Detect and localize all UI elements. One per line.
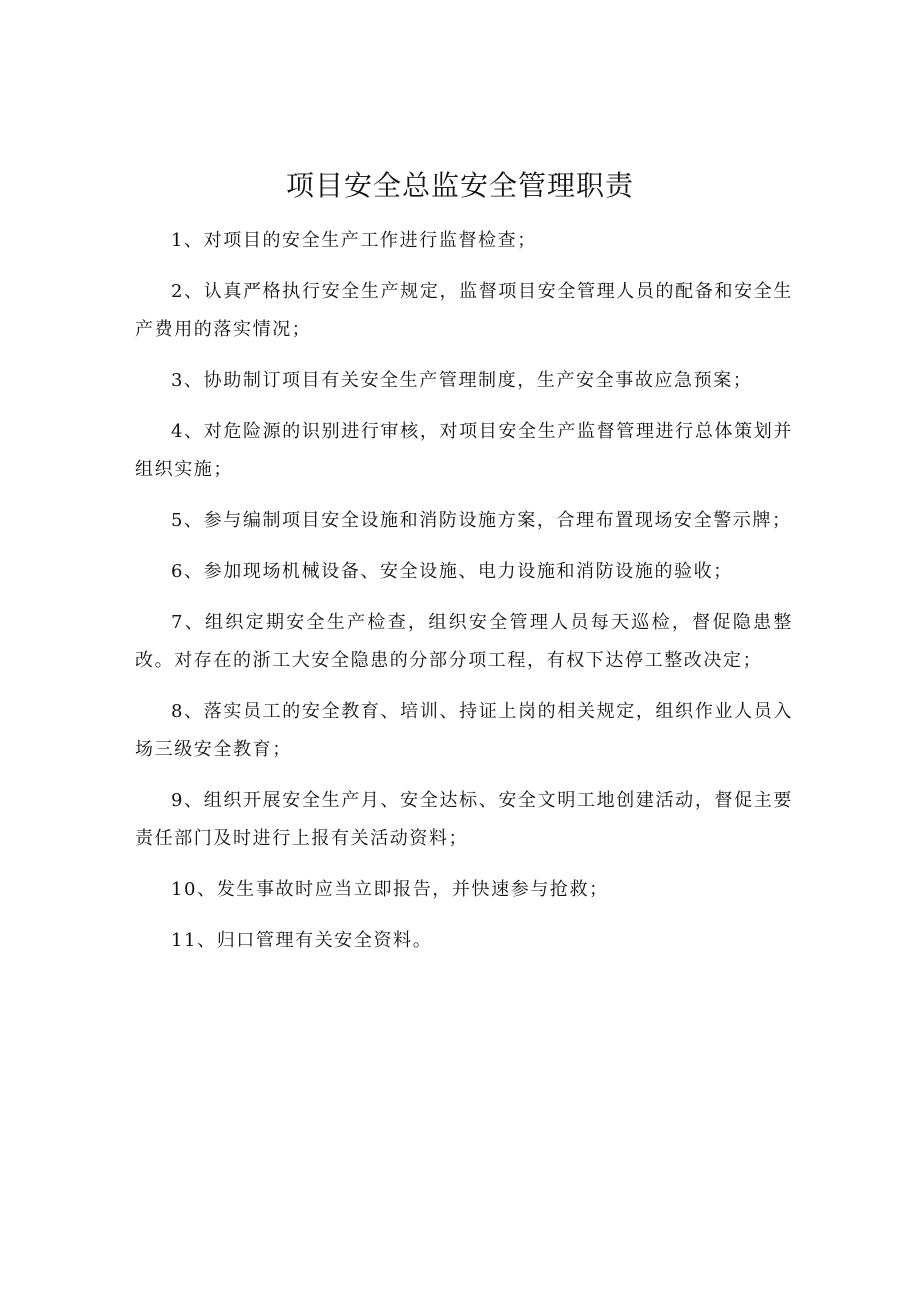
duty-item-3: 3、协助制订项目有关安全生产管理制度，生产安全事故应急预案；	[171, 370, 753, 391]
duty-item-4: 4、对危险源的识别进行审核，对项目安全生产监督管理进行总体策划并组织实施；	[135, 421, 793, 480]
duty-item-10: 10、发生事故时应当立即报告，并快速参与抢救；	[171, 879, 609, 900]
duty-item-9: 9、组织开展安全生产月、安全达标、安全文明工地创建活动，督促主要责任部门及时进行上报有关活动资料；	[135, 790, 793, 849]
duty-item-7: 7、组织定期安全生产检查，组织安全管理人员每天巡检，督促隐患整改。对存在的浙工大安全隐患的分部分项工程，有权下达停工整改决定；	[135, 612, 793, 671]
duty-item-11: 11、归口管理有关安全资料。	[171, 930, 433, 951]
duty-item-5: 5、参与编制项目安全设施和消防设施方案，合理布置现场安全警示牌；	[171, 510, 792, 531]
duty-item-2: 2、认真严格执行安全生产规定，监督项目安全管理人员的配备和安全生产费用的落实情况；	[135, 281, 793, 340]
duty-list	[135, 222, 793, 973]
duty-item-8: 8、落实员工的安全教育、培训、持证上岗的相关规定，组织作业人员入场三级安全教育；	[135, 701, 793, 760]
duty-item-6: 6、参加现场机械设备、安全设施、电力设施和消防设施的验收；	[171, 561, 733, 582]
duty-item-1: 1、对项目的安全生产工作进行监督检查；	[171, 230, 537, 251]
document-title: 项目安全总监安全管理职责	[285, 169, 634, 202]
